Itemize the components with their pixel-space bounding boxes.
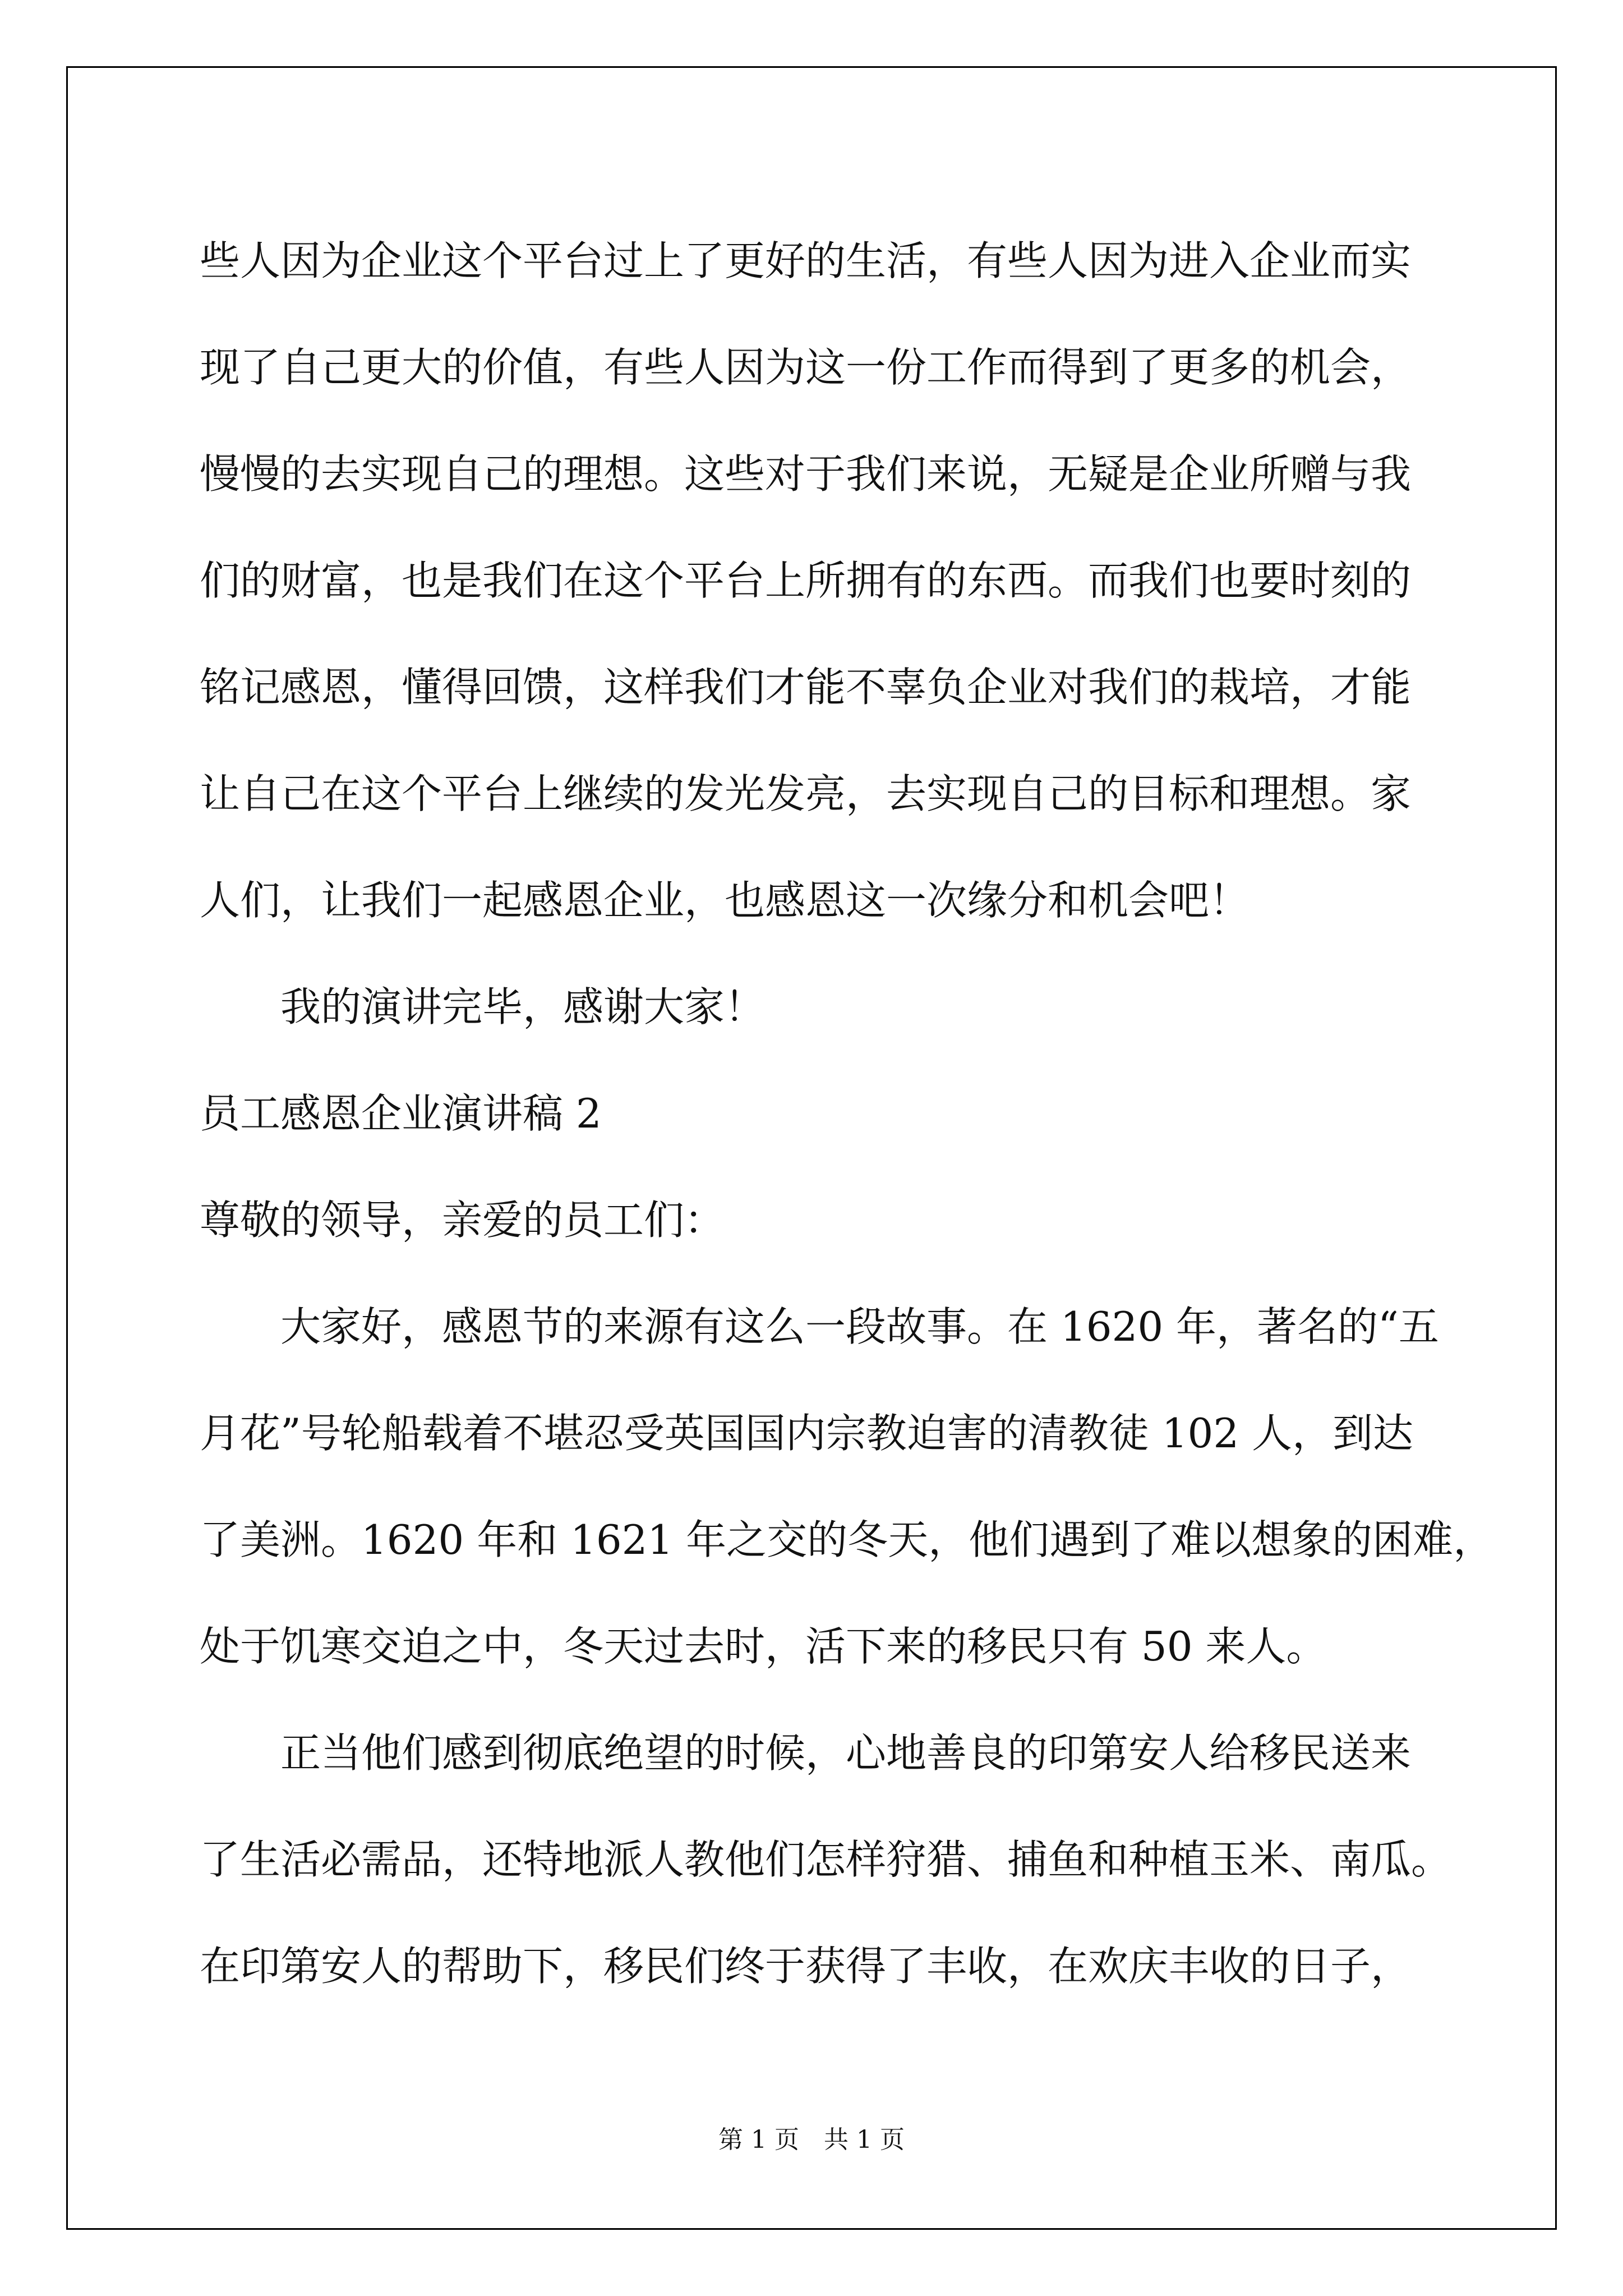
text-line: 慢慢的去实现自己的理想。这些对于我们来说，无疑是企业所赠与我 bbox=[200, 450, 1412, 498]
salutation bbox=[200, 1167, 1467, 1273]
heading-line: 员工感恩企业演讲稿 2 bbox=[200, 1090, 602, 1137]
page-footer: 第 1 页 共 1 页 bbox=[718, 2125, 905, 2154]
paragraph bbox=[200, 208, 1467, 954]
text-line: 处于饥寒交迫之中，冬天过去时，活下来的移民只有 50 来人。 bbox=[200, 1623, 1327, 1670]
text-line: 大家好，感恩节的来源有这么一段故事。在 1620 年，著名的“五 bbox=[280, 1303, 1439, 1350]
text-line: 了生活必需品，还特地派人教他们怎样狩猎、捕鱼和种植玉米、南瓜。 bbox=[200, 1836, 1452, 1883]
paragraph bbox=[200, 954, 1467, 1060]
text-line: 些人因为企业这个平台过上了更好的生活，有些人因为进入企业而实 bbox=[200, 237, 1412, 284]
text-line: 尊敬的领导，亲爱的员工们： bbox=[200, 1197, 725, 1244]
text-line: 铭记感恩，懂得回馈，这样我们才能不辜负企业对我们的栽培，才能 bbox=[200, 664, 1412, 711]
paragraph bbox=[200, 1273, 1494, 1700]
text-line: 月花”号轮船载着不堪忍受英国国内宗教迫害的清教徒 102 人，到达 bbox=[200, 1410, 1414, 1457]
section-heading bbox=[200, 1060, 1467, 1167]
text-line: 现了自己更大的价值，有些人因为这一份工作而得到了更多的机会， bbox=[200, 344, 1412, 391]
document-body bbox=[200, 208, 1494, 2019]
text-line: 了美洲。1620 年和 1621 年之交的冬天，他们遇到了难以想象的困难， bbox=[200, 1516, 1494, 1563]
text-line: 正当他们感到彻底绝望的时候，心地善良的印第安人给移民送来 bbox=[280, 1729, 1412, 1777]
text-line: 人们，让我们一起感恩企业，也感恩这一次缘分和机会吧！ bbox=[200, 877, 1250, 924]
text-line: 们的财富，也是我们在这个平台上所拥有的东西。而我们也要时刻的 bbox=[200, 557, 1412, 604]
text-line: 在印第安人的帮助下，移民们终于获得了丰收，在欢庆丰收的日子， bbox=[200, 1943, 1412, 1990]
text-line: 我的演讲完毕，感谢大家！ bbox=[280, 983, 766, 1030]
paragraph bbox=[200, 1700, 1467, 2019]
text-line: 让自己在这个平台上继续的发光发亮，去实现自己的目标和理想。家 bbox=[200, 770, 1412, 817]
